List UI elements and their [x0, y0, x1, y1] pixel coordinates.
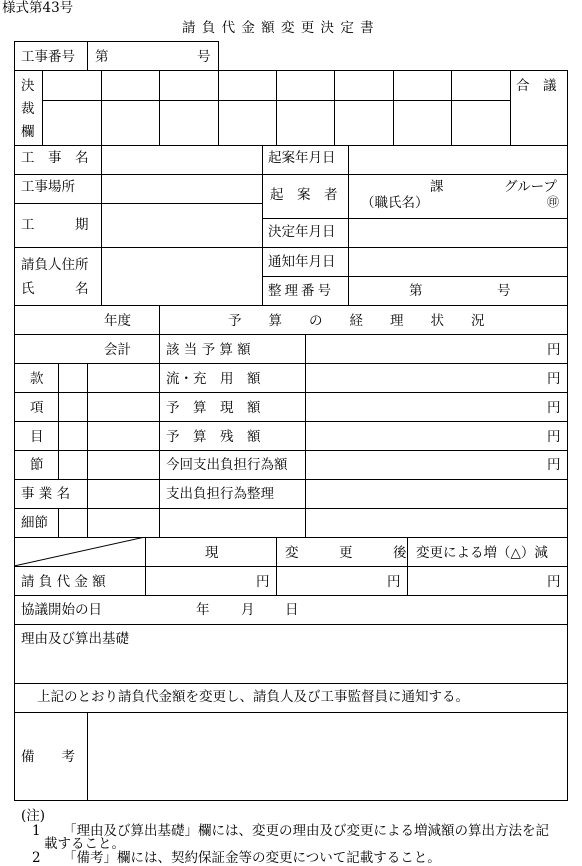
tsuchi-date-label: 通知年月日 [268, 254, 336, 270]
kiansha-label: 起 案 者 [270, 187, 338, 203]
saisetsu-label: 細節 [21, 515, 48, 531]
yen-2: 円 [547, 371, 561, 387]
rule [276, 537, 277, 595]
rule [14, 624, 568, 625]
kessai-char-3: 欄 [21, 124, 35, 140]
rule [159, 305, 160, 537]
seiri-bangou-label: 整理番号 [268, 283, 334, 299]
rule [218, 70, 219, 145]
rule [262, 145, 263, 305]
change-yen-2: 円 [387, 574, 401, 590]
kouji-bangou-label: 工事番号 [21, 49, 75, 65]
col-after-label: 変 更 後 [285, 545, 407, 561]
kian-date-label: 起案年月日 [268, 150, 336, 166]
rule [14, 712, 568, 713]
budget-item-1: 該 当 予 算 額 [166, 342, 251, 358]
jigyou-mei-label: 事 業 名 [21, 486, 71, 502]
rule [14, 363, 568, 364]
budget-heading: 予 算 の 経 理 状 況 [228, 313, 485, 329]
rule [14, 70, 568, 71]
rule [276, 70, 277, 145]
rule [87, 41, 88, 70]
col-current-label: 現 [205, 545, 219, 561]
rule [305, 334, 306, 537]
col-diff-label: 変更による増（△）減 [416, 545, 548, 561]
kettei-date-label: 決定年月日 [268, 224, 336, 240]
rule [14, 392, 568, 393]
rule [14, 203, 263, 204]
budget-item-5: 今回支出負担行為額 [166, 457, 288, 473]
rule [393, 70, 394, 145]
rule [262, 218, 568, 219]
ka-label: 課 [430, 179, 444, 195]
rule [101, 70, 102, 145]
change-yen-1: 円 [256, 574, 270, 590]
seiri-bangou-gou: 号 [497, 283, 511, 299]
kyougi-month: 月 [241, 602, 255, 618]
kessai-char-1: 決 [21, 78, 35, 94]
kyougi-year: 年 [196, 602, 210, 618]
group-label: グループ [504, 179, 557, 195]
kyougi-day: 日 [285, 602, 299, 618]
seal-mark: ㊞ [547, 195, 560, 209]
kyougi-label: 協議開始の日 [21, 602, 102, 618]
rule [14, 305, 568, 306]
form-title: 請 負 代 金 額 変 更 決 定 書 [182, 20, 375, 36]
rule [407, 537, 408, 595]
shimei-label: 氏 名 [21, 281, 89, 297]
gougi-label: 合 議 [516, 78, 557, 94]
budget-item-3: 予 算 現 額 [166, 400, 261, 416]
rule [451, 70, 452, 145]
yen-3: 円 [547, 400, 561, 416]
rule [510, 70, 511, 145]
rule [14, 41, 219, 42]
rule [58, 363, 59, 479]
yen-5: 円 [547, 457, 561, 473]
rule [567, 70, 568, 800]
yen-4: 円 [547, 429, 561, 445]
rule [14, 421, 568, 422]
rule [58, 508, 59, 537]
kou-label: 項 [30, 400, 44, 416]
rule [348, 145, 349, 305]
shokushimei-label: （職氏名） [361, 195, 429, 211]
kouji-basho-label: 工事場所 [21, 179, 75, 195]
kouji-bangou-gou: 号 [197, 49, 211, 65]
ukeoi-daikin-label: 請 負 代 金 額 [21, 574, 106, 590]
kouji-bangou-dai: 第 [95, 49, 109, 65]
kan-label: 款 [30, 371, 44, 387]
change-yen-3: 円 [547, 574, 561, 590]
note-1-number: 1 [32, 823, 41, 839]
rule [14, 479, 568, 480]
riyuu-label: 理由及び算出基礎 [21, 631, 129, 647]
rule [14, 174, 568, 175]
kouji-mei-label: 工 事 名 [21, 150, 89, 166]
rule [262, 276, 568, 277]
rule [218, 41, 219, 70]
statement-text: 上記のとおり請負代金額を変更し、請負人及び工事監督員に通知する。 [37, 689, 469, 705]
rule [14, 683, 568, 684]
rule [14, 334, 568, 335]
note-1-line-2: 載すること。 [44, 836, 125, 852]
rule [14, 145, 568, 146]
seiri-bangou-dai: 第 [409, 283, 423, 299]
rule [14, 508, 568, 509]
kessai-char-2: 裁 [21, 101, 35, 117]
note-2-number: 2 [32, 850, 41, 866]
rule [14, 800, 568, 801]
rule [334, 70, 335, 145]
setsu-label: 節 [30, 457, 44, 473]
notes-head: (注) [21, 808, 46, 824]
yen-1: 円 [547, 342, 561, 358]
ukeoinin-jusho-label: 請負人住所 [21, 257, 89, 273]
rule [14, 247, 568, 248]
shishutsu-seiri-label: 支出負担行為整理 [166, 486, 274, 502]
diagonal-line [14, 537, 146, 567]
budget-item-4: 予 算 残 額 [166, 429, 261, 445]
rule [87, 363, 88, 537]
note-1-line-1: 「理由及び算出基礎」欄には、変更の理由及び変更による増減額の算出方法を記 [63, 823, 549, 839]
note-2-text: 「備考」欄には、契約保証金等の変更について記載すること。 [63, 850, 441, 866]
rule [87, 712, 88, 800]
rule [101, 145, 102, 305]
kaikei-label: 会計 [104, 342, 131, 358]
form-number: 様式第43号 [2, 0, 74, 16]
kouki-label: 工 期 [21, 217, 89, 233]
nendo-label: 年度 [104, 313, 131, 329]
rule [14, 595, 568, 596]
rule [14, 450, 568, 451]
rule [159, 70, 160, 145]
moku-label: 目 [30, 429, 44, 445]
rule [42, 70, 43, 145]
bikou-label: 備 考 [21, 749, 75, 765]
budget-item-2: 流・充 用 額 [166, 371, 261, 387]
